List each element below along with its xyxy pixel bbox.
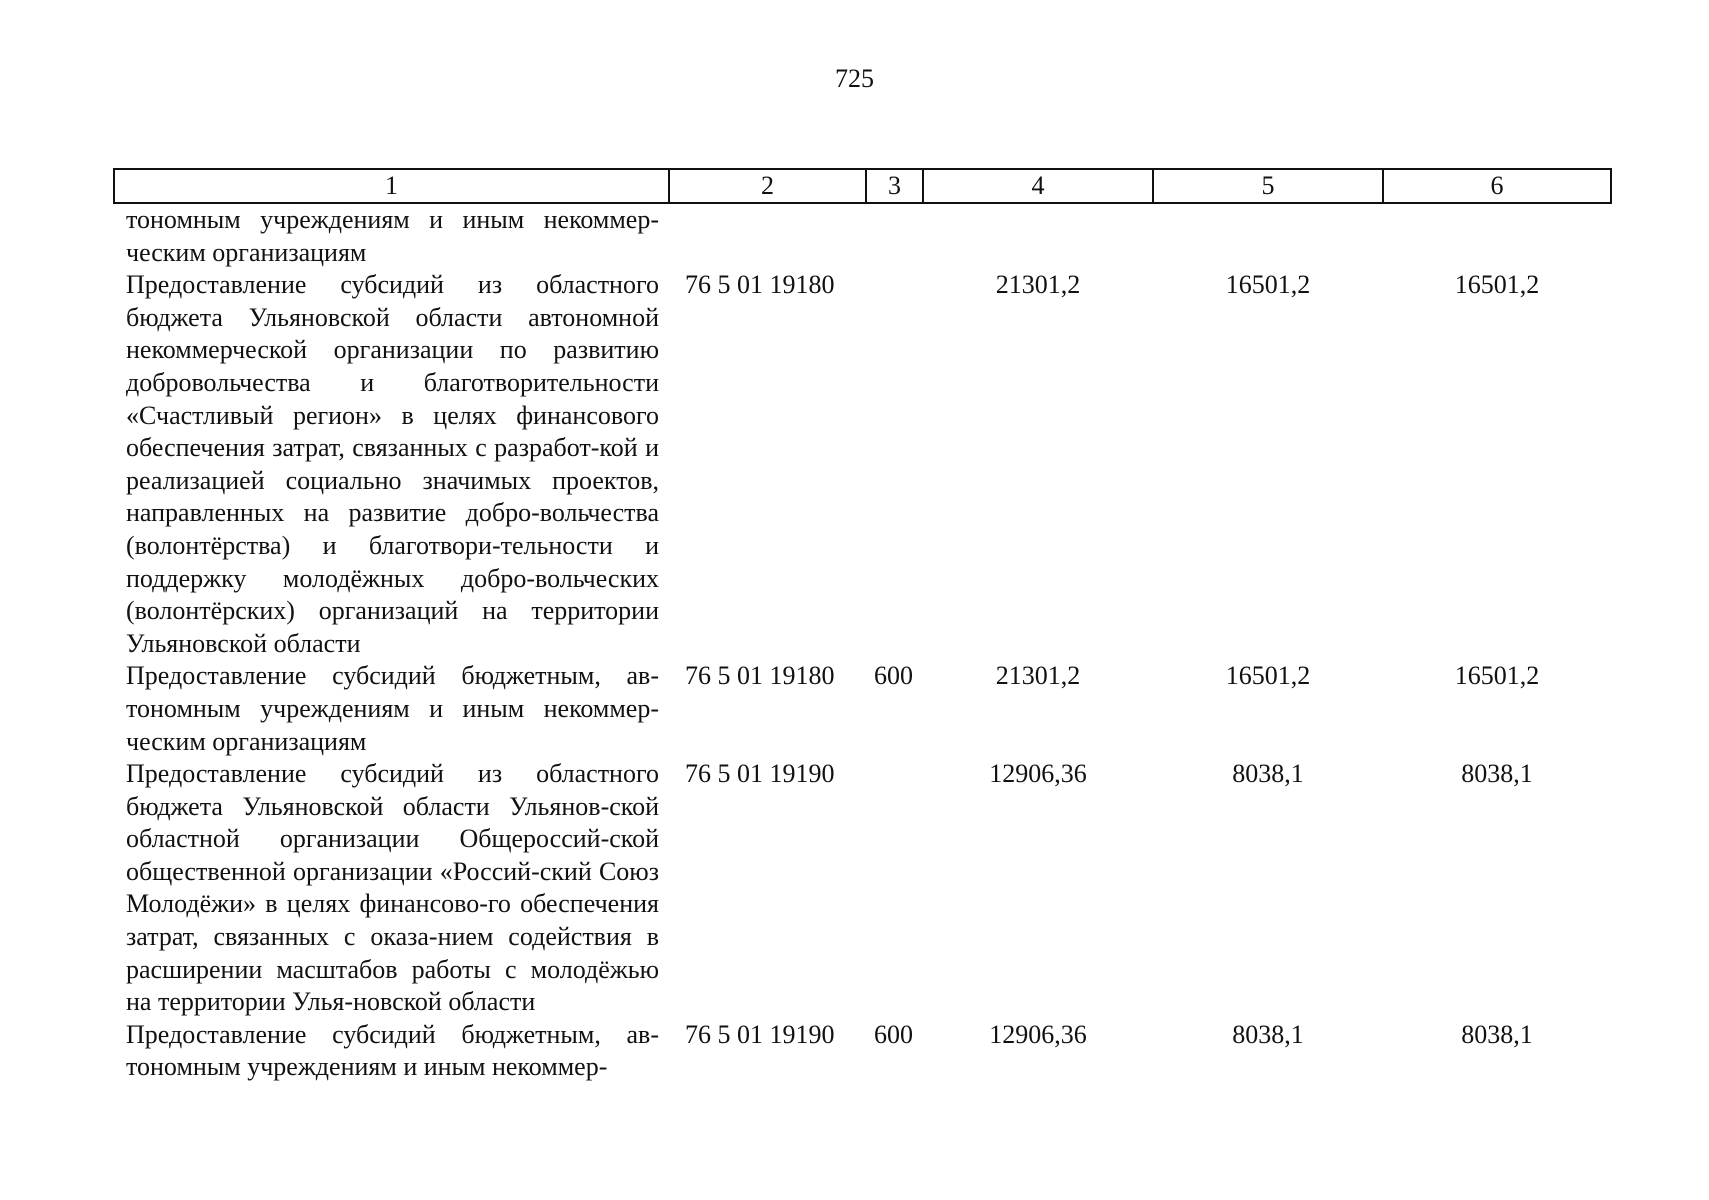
row-type: 600 — [874, 1019, 913, 1049]
row-description: тономным учреждениям и иным некоммер-ческим организациям — [126, 205, 659, 267]
budget-table — [113, 168, 1612, 1084]
row-col4 — [923, 203, 1153, 269]
row-col4: 21301,2 — [995, 661, 1081, 691]
row-code: 76 5 01 19180 — [685, 661, 835, 691]
row-code: 76 5 01 19190 — [685, 1019, 835, 1049]
table-header-row — [114, 169, 1611, 203]
header-col-5: 5 — [1153, 169, 1383, 203]
budget-table-container — [113, 168, 1610, 1084]
row-col6 — [1383, 203, 1611, 269]
row-col4: 12906,36 — [989, 759, 1087, 789]
row-description: Предоставление субсидий бюджетным, ав-тономным учреждениям и иным некоммер- — [126, 1019, 659, 1082]
table-row — [114, 269, 1611, 660]
table-row — [114, 758, 1611, 1019]
row-col5: 8038,1 — [1232, 759, 1304, 789]
header-col-6: 6 — [1383, 169, 1611, 203]
row-description: Предоставление субсидий бюджетным, ав-тономным учреждениям и иным некоммер-ческим организациям — [126, 661, 659, 756]
header-col-3: 3 — [866, 169, 923, 203]
row-type — [866, 269, 923, 660]
row-col5: 16501,2 — [1225, 270, 1311, 300]
header-col-2: 2 — [669, 169, 866, 203]
row-description: Предоставление субсидий из областного бюджета Ульяновской области Ульянов-ской областной организации Общероссий-ской общественной организации «Россий-ский Союз Молодёжи» в целях финансово-го обеспечения затрат, связанных с оказа-нием содействия в расширении масштабов работы с молодёжью на территории Улья-новской области — [126, 759, 659, 1017]
row-code: 76 5 01 19190 — [685, 759, 835, 789]
row-col6: 8038,1 — [1461, 1019, 1533, 1049]
row-col5 — [1153, 203, 1383, 269]
table-row — [114, 203, 1611, 269]
row-description: Предоставление субсидий из областного бюджета Ульяновской области автономной некоммерческой организации по развитию добровольчества и благотворительности «Счастливый регион» в целях финансового обеспечения затрат, связанных с разработ-кой и реализацией социально значимых проектов, направленных на развитие добро-вольчества (волонтёрства) и благотвори-тельности и поддержку молодёжных добро-вольческих (волонтёрских) организаций на территории Ульяновской области — [126, 270, 659, 658]
row-type — [866, 758, 923, 1019]
row-code: 76 5 01 19180 — [685, 270, 835, 300]
row-col5: 16501,2 — [1225, 661, 1311, 691]
page-number: 725 — [835, 64, 874, 93]
row-col4: 21301,2 — [995, 270, 1081, 300]
row-type: 600 — [874, 661, 913, 691]
row-col6: 16501,2 — [1454, 270, 1540, 300]
row-col6: 8038,1 — [1461, 759, 1533, 789]
row-code — [669, 203, 866, 269]
table-row — [114, 1019, 1611, 1084]
row-type — [866, 203, 923, 269]
row-col6: 16501,2 — [1454, 661, 1540, 691]
row-col5: 8038,1 — [1232, 1019, 1304, 1049]
row-col4: 12906,36 — [989, 1019, 1087, 1049]
header-col-1: 1 — [114, 169, 669, 203]
header-col-4: 4 — [923, 169, 1153, 203]
table-row — [114, 660, 1611, 758]
